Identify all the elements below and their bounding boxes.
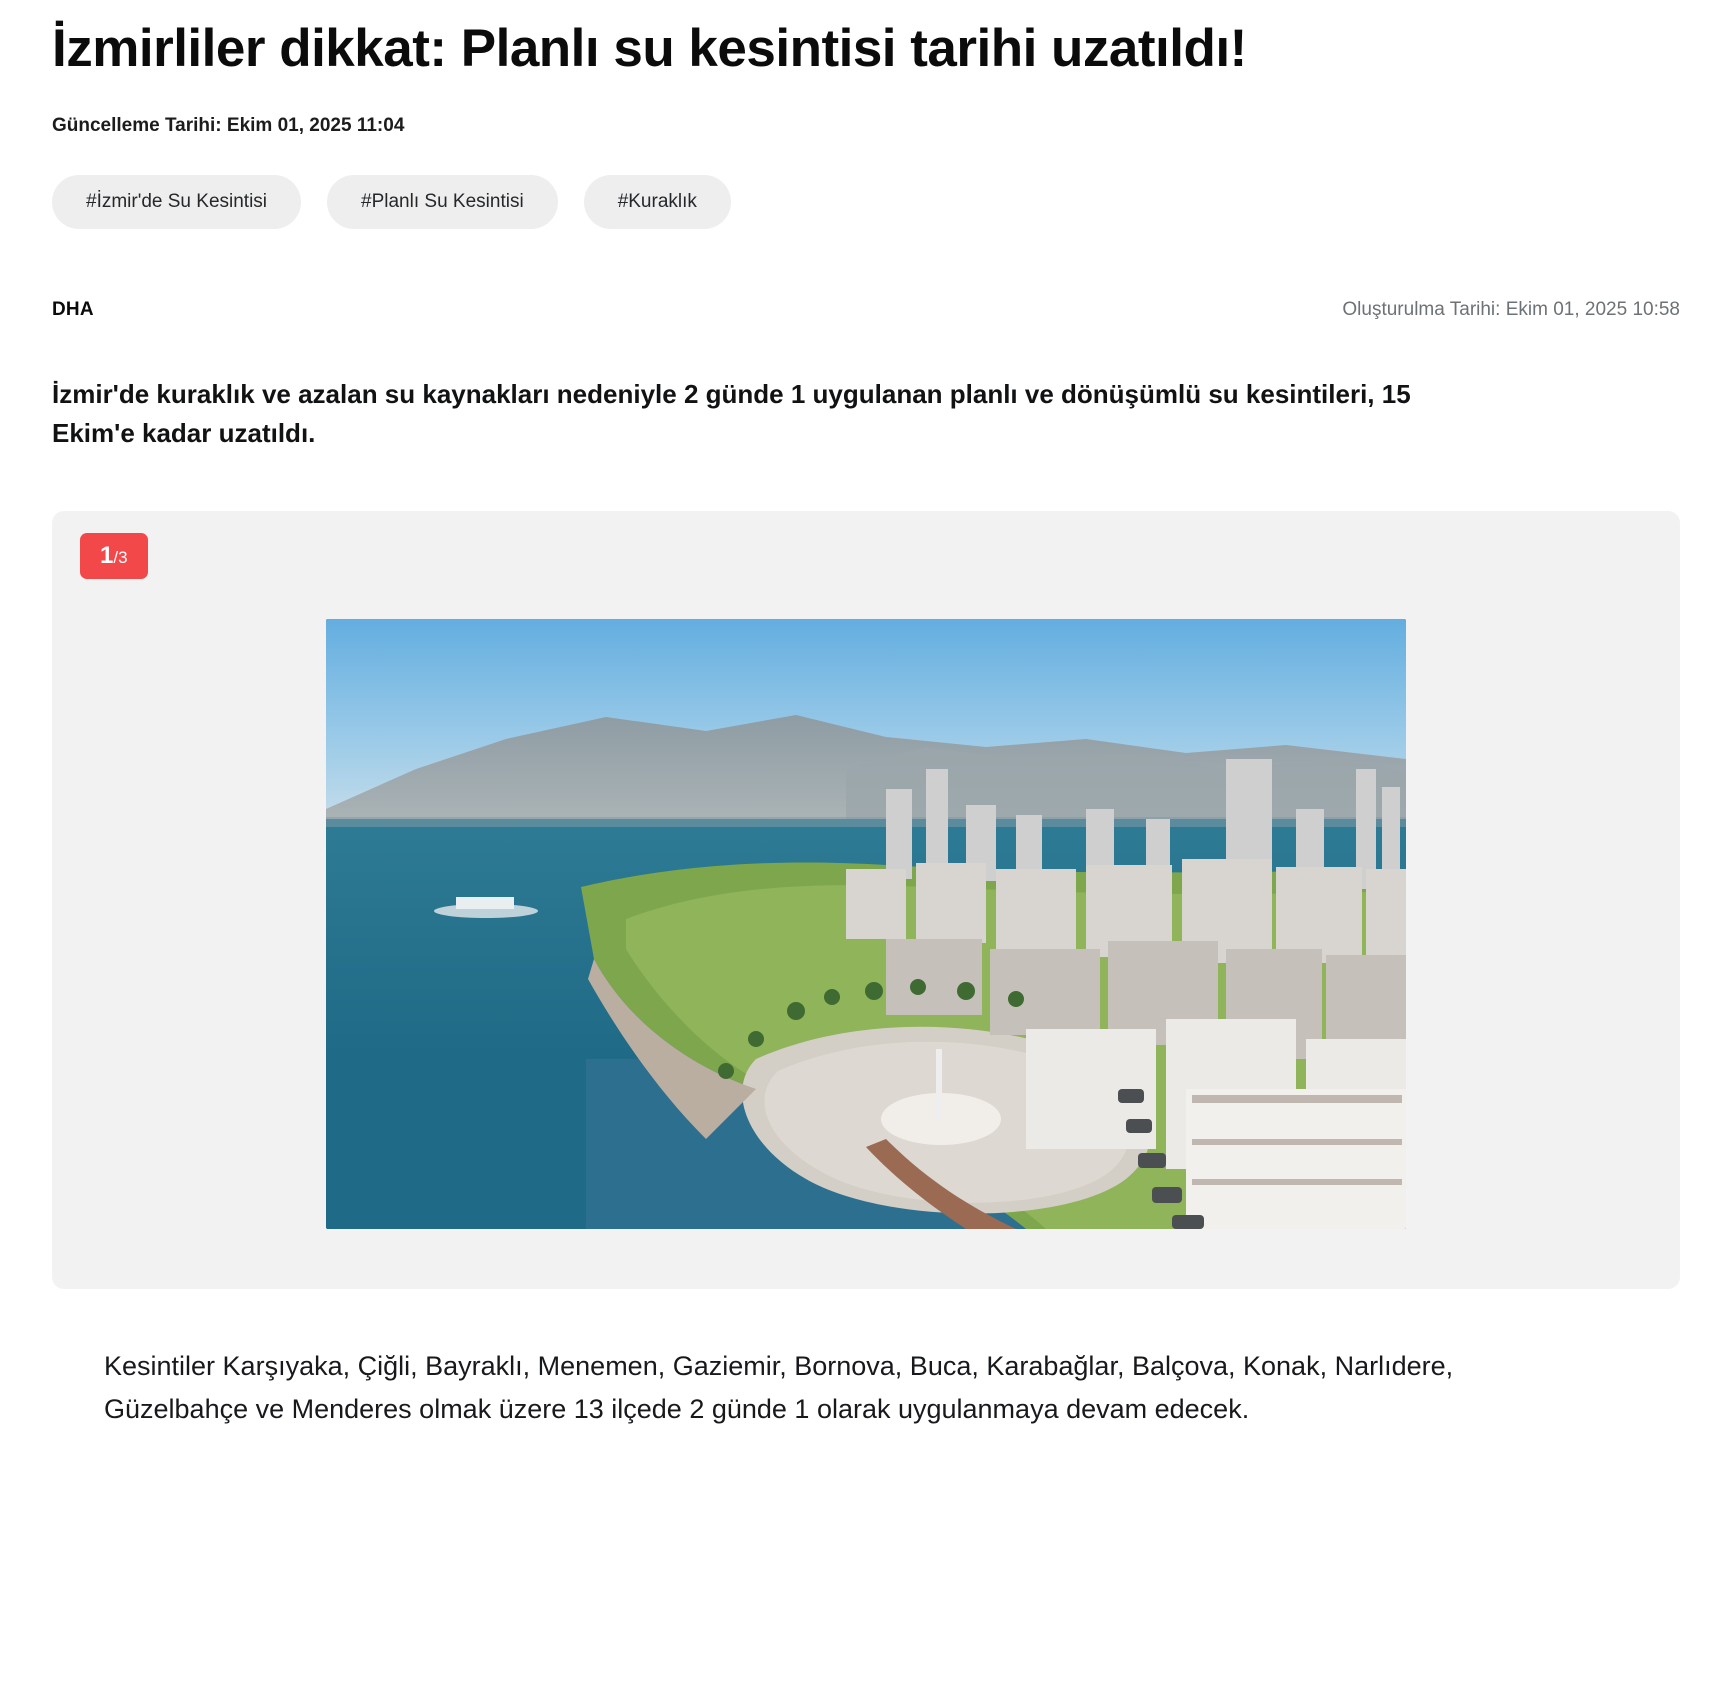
meta-row [52,299,1680,321]
article-body: Kesintiler Karşıyaka, Çiğli, Bayraklı, Menemen, Gaziemir, Bornova, Buca, Karabağlar, Balçova, Konak, Narlıdere, Güzelbahçe ve Menderes olmak üzere 13 ilçede 2 günde 1 olarak uygulanmaya devam edecek. [104,1350,1454,1425]
update-date: Güncelleme Tarihi: Ekim 01, 2025 11:04 [52,114,405,136]
gallery-image-wrap [52,551,1680,1229]
source-label: DHA [52,298,94,320]
gallery-counter-total: 3 [118,547,128,567]
gallery-image[interactable] [326,619,1406,1229]
created-date: Oluşturulma Tarihi: Ekim 01, 2025 10:58 [1342,298,1680,320]
tag-chip-1[interactable]: #Planlı Su Kesintisi [327,175,558,229]
page-title: İzmirliler dikkat: Planlı su kesintisi tarihi uzatıldı! [52,19,1247,78]
article-summary: İzmir'de kuraklık ve azalan su kaynakları nedeniyle 2 günde 1 uygulanan planlı ve dönüşümlü su kesintileri, 15 Ekim'e kadar uzatıldı. [52,378,1411,448]
gallery-counter-current: 1 [100,541,114,569]
tag-chip-0[interactable]: #İzmir'de Su Kesintisi [52,175,301,229]
tag-chip-2[interactable]: #Kuraklık [584,175,731,229]
gallery-counter [80,533,148,579]
gallery-counter-separator: / [113,547,119,567]
tag-list [52,175,1680,229]
image-gallery [52,511,1680,1289]
city-coast-photo-illustration [326,619,1406,1229]
